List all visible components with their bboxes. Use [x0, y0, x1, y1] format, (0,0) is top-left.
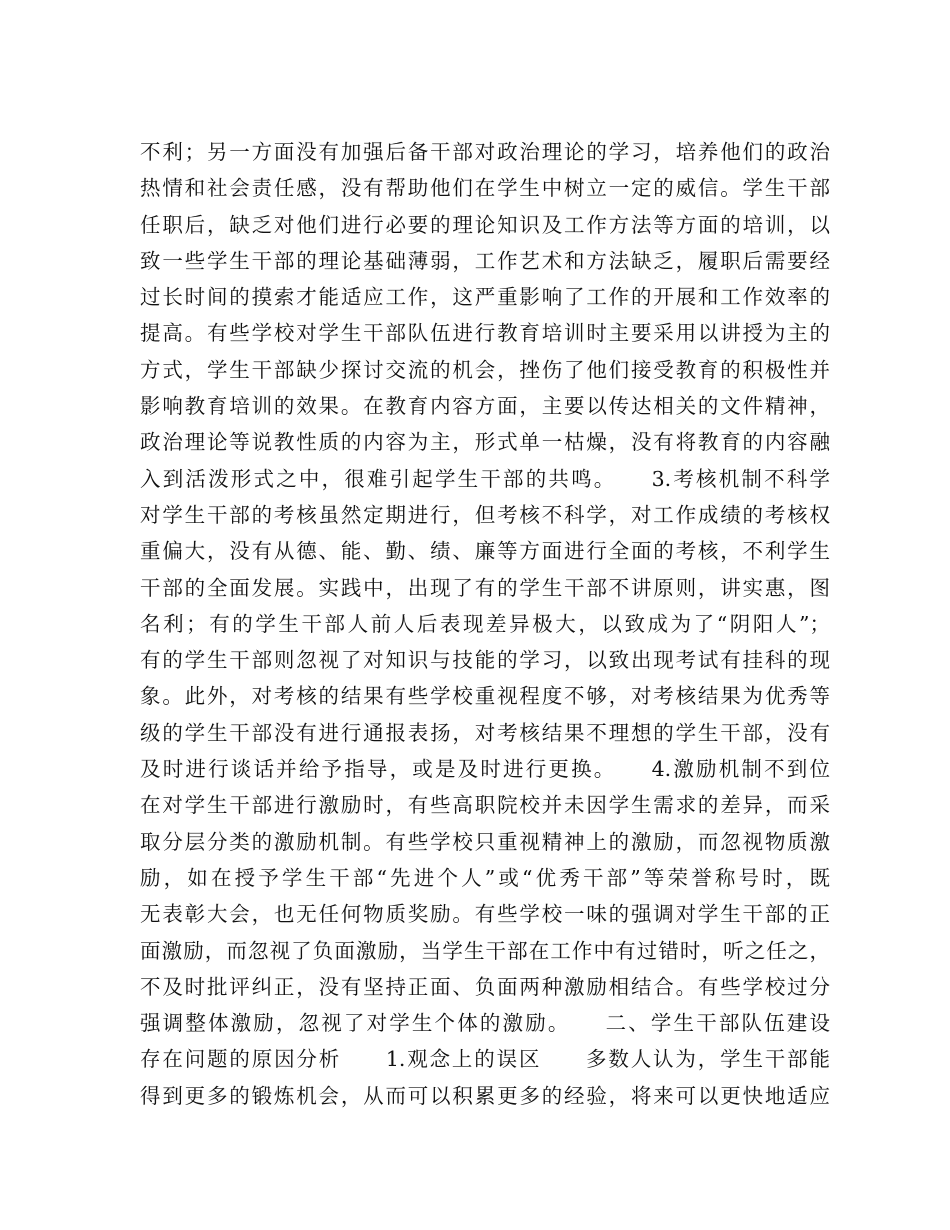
text-line: 象。此外，对考核的结果有些学校重视程度不够，对考核结果为优秀等: [140, 684, 830, 709]
text-line: 提高。有些学校对学生干部队伍进行教育培训时主要采用以讲授为主的: [140, 321, 830, 346]
text-line: 方式，学生干部缺少探讨交流的机会，挫伤了他们接受教育的积极性并: [140, 357, 830, 382]
text-line: 级的学生干部没有进行通报表扬，对考核结果不理想的学生干部，没有: [140, 720, 830, 745]
text-line: 在对学生干部进行激励时，有些高职院校并未因学生需求的差异，而采: [140, 793, 830, 818]
text-line: 存在问题的原因分析 1.观念上的误区 多数人认为，学生干部能: [140, 1047, 830, 1072]
text-line: 取分层分类的激励机制。有些学校只重视精神上的激励，而忽视物质激: [140, 829, 830, 854]
text-line: 无表彰大会，也无任何物质奖励。有些学校一味的强调对学生干部的正: [140, 902, 830, 927]
text-line: 任职后，缺乏对他们进行必要的理论知识及工作方法等方面的培训，以: [140, 212, 830, 237]
text-line: 及时进行谈话并给予指导，或是及时进行更换。 4.激励机制不到位: [140, 757, 830, 782]
text-line: 政治理论等说教性质的内容为主，形式单一枯燥，没有将教育的内容融: [140, 430, 830, 455]
text-line: 励，如在授予学生干部“先进个人”或“优秀干部”等荣誉称号时，既: [140, 865, 830, 890]
text-line: 致一些学生干部的理论基础薄弱，工作艺术和方法缺乏，履职后需要经: [140, 248, 830, 273]
text-line: 强调整体激励，忽视了对学生个体的激励。 二、学生干部队伍建设: [140, 1011, 830, 1036]
text-line: 不利；另一方面没有加强后备干部对政治理论的学习，培养他们的政治: [140, 140, 830, 164]
text-line: 有的学生干部则忽视了对知识与技能的学习，以致出现考试有挂科的现: [140, 648, 830, 673]
text-line: 入到活泼形式之中，很难引起学生干部的共鸣。 3.考核机制不科学: [140, 466, 830, 491]
text-line: 干部的全面发展。实践中，出现了有的学生干部不讲原则，讲实惠，图: [140, 575, 830, 600]
text-line: 面激励，而忽视了负面激励，当学生干部在工作中有过错时，听之任之，: [140, 938, 830, 963]
body-text: [140, 134, 830, 1114]
text-line: 对学生干部的考核虽然定期进行，但考核不科学，对工作成绩的考核权: [140, 502, 830, 527]
text-line: 名利；有的学生干部人前人后表现差异极大，以致成为了“阴阳人”；: [140, 611, 830, 636]
text-line: 热情和社会责任感，没有帮助他们在学生中树立一定的威信。学生干部: [140, 176, 830, 201]
text-line: 得到更多的锻炼机会，从而可以积累更多的经验，将来可以更快地适应: [140, 1083, 830, 1108]
text-line: 重偏大，没有从德、能、勤、绩、廉等方面进行全面的考核，不利学生: [140, 539, 830, 564]
text-line: 影响教育培训的效果。在教育内容方面，主要以传达相关的文件精神，: [140, 394, 830, 419]
text-line: 不及时批评纠正，没有坚持正面、负面两种激励相结合。有些学校过分: [140, 974, 830, 999]
text-line: 过长时间的摸索才能适应工作，这严重影响了工作的开展和工作效率的: [140, 285, 830, 310]
